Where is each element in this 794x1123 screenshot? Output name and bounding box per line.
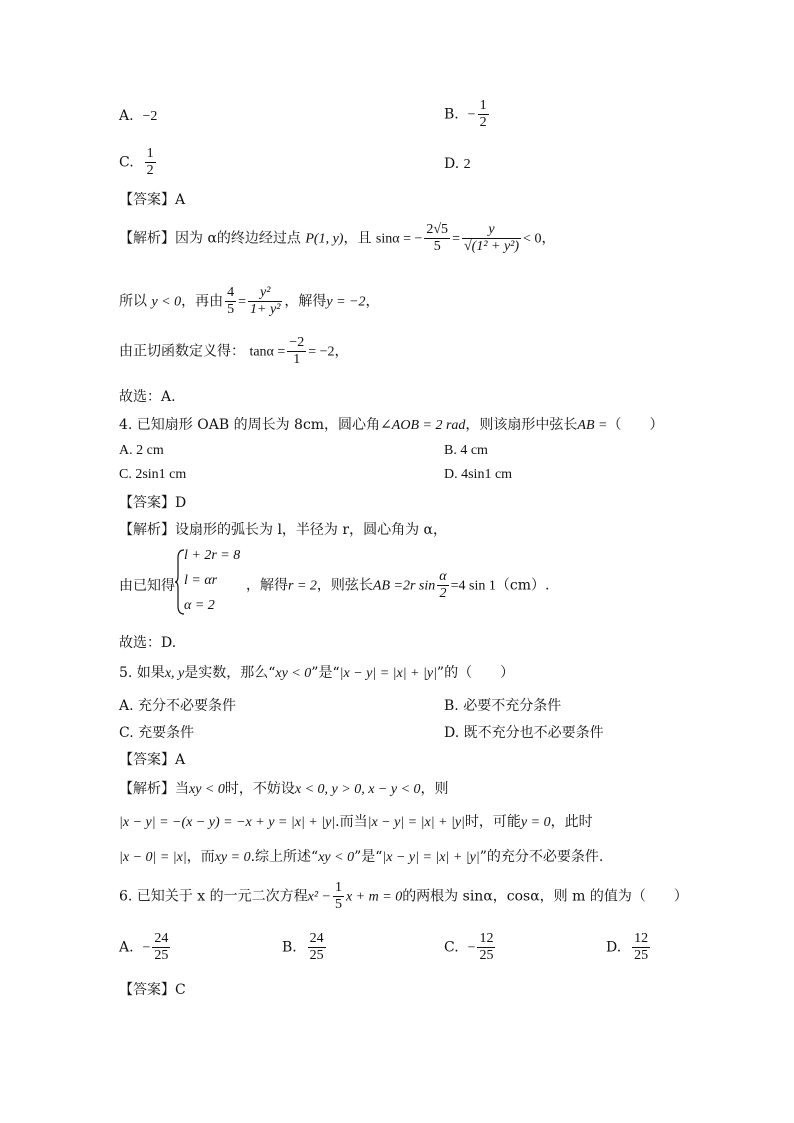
q6-stem: 6. 已知关于 x 的一元二次方程x² − $\frac{1}{5}$ x + m = 0的两根为 sinα，cosα，则 m 的值为（ ） xyxy=(119,880,688,913)
q5-analysis-line1: 【解析】当xy < 0时，不妨设x < 0, y > 0, x − y < 0，则 xyxy=(119,781,449,797)
q3-analysis-line2: 所以 y < 0，再由 $\frac{4}{5}$ = $\frac{\text{y²}}{\text{1+ y²}}$ ，解得y = −2， xyxy=(119,285,380,318)
q5-analysis-line3: |x − 0| = |x|，而xy = 0.综上所述“xy < 0”是“|x − y| = |x| + |y|”的充分不必要条件. xyxy=(119,849,604,865)
option-a: A. −2 xyxy=(119,108,158,124)
q5-option-a: A. 充分不必要条件 xyxy=(119,698,237,714)
q4-known-label: 由已知得 xyxy=(119,578,175,594)
q6-option-d: D. $\frac{12}{25}$ xyxy=(606,931,649,964)
q6-answer: 【答案】C xyxy=(119,982,186,998)
system-eq2: l = αr xyxy=(184,573,218,588)
q5-option-b: B. 必要不充分条件 xyxy=(444,698,562,714)
option-c: C. $\frac{1}{2}$ xyxy=(119,146,154,179)
q4-conclusion: 故选：D. xyxy=(119,635,177,651)
system-eq3: α = 2 xyxy=(184,598,215,613)
q4-option-a: A. 2 cm xyxy=(119,443,164,458)
q4-option-d: D. 4sin1 cm xyxy=(444,467,513,482)
q5-option-d: D. 既不充分也不必要条件 xyxy=(444,725,604,741)
q3-analysis-line1: 【解析】因为 α的终边经过点 P(1, y)，且 sinα = − $\frac{2√5}{5}$ = $\frac{y}{\text{√(1² + y²)}}$ < 0， xyxy=(119,222,556,255)
q5-stem: 5. 如果x, y是实数，那么“xy < 0”是“|x − y| = |x| + |y|”的（ ） xyxy=(119,665,515,681)
q4-answer: 【答案】D xyxy=(119,495,187,511)
q3-conclusion: 故选：A. xyxy=(119,389,176,405)
option-d: D. 2 xyxy=(444,156,471,172)
q3-analysis-line3: 由正切函数定义得： tanα = $\frac{-2}{1}$ = −2， xyxy=(119,335,349,368)
q5-answer: 【答案】A xyxy=(119,752,186,768)
q4-option-c: C. 2sin1 cm xyxy=(119,467,187,482)
option-b: B. − $\frac{1}{2}$ xyxy=(444,98,487,131)
q4-option-b: B. 4 cm xyxy=(444,443,488,458)
q5-analysis-line2: |x − y| = −(x − y) = −x + y = |x| + |y|.而当|x − y| = |x| + |y|时，可能y = 0，此时 xyxy=(119,814,593,830)
q4-solution: ，解得r = 2，则弦长AB =2r sin $\frac{\alpha}{2}$ =4 sin 1（cm）. xyxy=(246,569,550,602)
q6-option-a: A. − $\frac{24}{25}$ xyxy=(119,931,169,964)
system-eq1: l + 2r = 8 xyxy=(184,548,241,563)
q6-option-b: B. $\frac{24}{25}$ xyxy=(282,931,324,964)
q4-analysis-line1: 【解析】设扇形的弧长为 l，半径为 r，圆心角为 α， xyxy=(119,522,447,538)
q4-stem: 4. 已知扇形 OAB 的周长为 8cm，圆心角∠AOB = 2 rad，则该扇形中弦长AB =（ ） xyxy=(119,417,664,433)
q5-option-c: C. 充要条件 xyxy=(119,725,195,741)
q6-option-c: C. − $\frac{12}{25}$ xyxy=(444,931,494,964)
q3-answer: 【答案】A xyxy=(119,192,186,208)
